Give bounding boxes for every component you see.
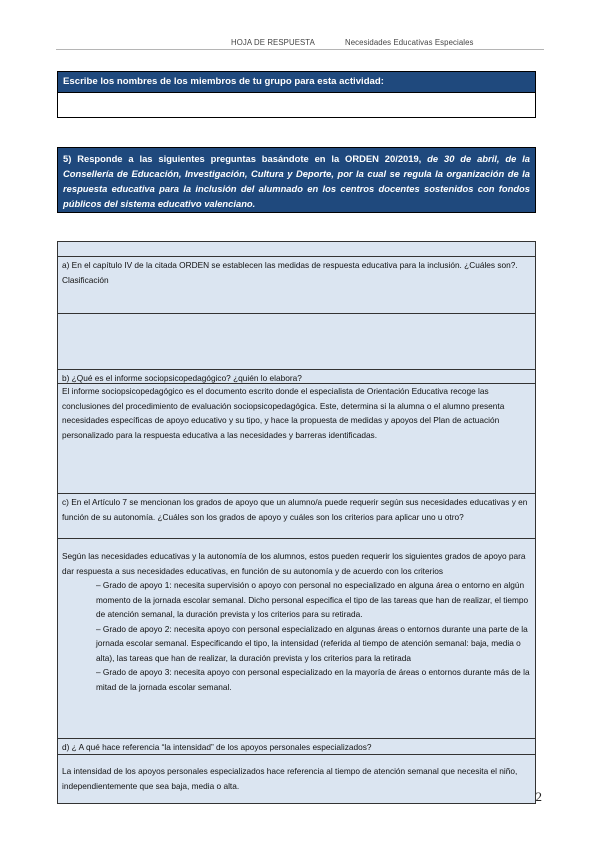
page-header	[0, 34, 600, 50]
answer-c[interactable]	[58, 539, 535, 739]
question-b	[58, 370, 535, 384]
question-d	[58, 739, 535, 755]
answer-c-item-3: – Grado de apoyo 3: necesita apoyo con personal especializado en la mayoría de áreas o entornos durante más de la mitad de la jornada escolar semanal.	[96, 667, 530, 692]
answer-d[interactable]	[58, 755, 535, 803]
answer-c-item-2: – Grado de apoyo 2: necesita apoyo con personal especializado en algunas áreas o entornos durante una parte de la jornada escolar semanal. Especificando el tipo, la intensidad (referida al tiempo de atención semanal: baja, media o alta), las tareas que han de realizar, la duración prevista y los criterios para la retirada	[96, 623, 528, 663]
task-instructions	[57, 147, 536, 213]
answer-b[interactable]	[58, 384, 535, 494]
header-rule	[56, 49, 544, 50]
header-title: HOJA DE RESPUESTA	[231, 38, 315, 47]
header-subtitle: Necesidades Educativas Especiales	[345, 38, 474, 47]
answer-c-item-1: – Grado de apoyo 1: necesita supervisión o apoyo con personal no especializado en alguna área o entorno en algún momento de la jornada escolar semanal. Dicho personal especifica el tipo de las tareas que han de realizar, el tiempo de atención semanal, la duración prevista y los criterios para su retirada.	[96, 580, 529, 619]
question-a	[58, 257, 535, 314]
group-names-heading: Escribe los nombres de los miembros de tu grupo para esta actividad:	[57, 71, 536, 93]
question-c-text: c) En el Artículo 7 se mencionan los grados de apoyo que un alumno/a puede requerir según sus necesidades educativas y en función de su autonomía. ¿Cuáles son los grados de apoyo y cuáles son los criterios para aplicar uno u otro?	[62, 497, 528, 522]
task-text-bold: 5) Responde a las siguientes preguntas basándote en la ORDEN 20/2019,	[63, 153, 422, 164]
page-number: 2	[535, 789, 542, 804]
answer-a-field[interactable]	[58, 314, 535, 370]
question-d-text: d) ¿ A qué hace referencia “la intensidad” de los apoyos personales especializados?	[62, 742, 372, 752]
table-top-strip	[58, 242, 535, 257]
answer-c-intro: Según las necesidades educativas y la autonomía de los alumnos, estos pueden requerir los siguientes grados de apoyo para dar respuesta a sus necesidades educativas, en función de su autonomía y de acuerdo con los criterios	[62, 551, 526, 576]
group-names-field[interactable]	[57, 93, 536, 118]
answer-b-text: El informe sociopsicopedagógico es el documento escrito donde el especialista de Orientación Educativa recoge las conclusiones del procedimiento de evaluación sociopsicopedagógica. Este, determina si la alumna o el alumno presenta necesidades específicas de apoyo educativo y su tipo, y hace la propuesta de medidas y apoyos del Plan de actuación personalizado para la respuesta educativa a las necesidades y barreras identificadas.	[62, 386, 505, 440]
question-b-text: b) ¿Qué es el informe sociopsicopedagógico? ¿quién lo elabora?	[62, 373, 302, 383]
questions-table	[57, 241, 536, 804]
question-c	[58, 494, 535, 539]
answer-d-text: La intensidad de los apoyos personales especializados hace referencia al tiempo de atención semanal que necesita el niño, independientemente que sea baja, media o alta.	[62, 766, 518, 791]
task-text-italic: de 30 de abril, de la Consellería de Educación, Investigación, Cultura y Deporte, por la cual se regula la organización de la respuesta educativa para la inclusión del alumnado en los centros docentes sostenidos con fondos públicos del sistema educativo valenciano.	[63, 153, 530, 209]
question-a-text: a) En el capítulo IV de la citada ORDEN se establecen las medidas de respuesta educativa para la inclusión. ¿Cuáles son?. Clasificación	[62, 260, 518, 285]
